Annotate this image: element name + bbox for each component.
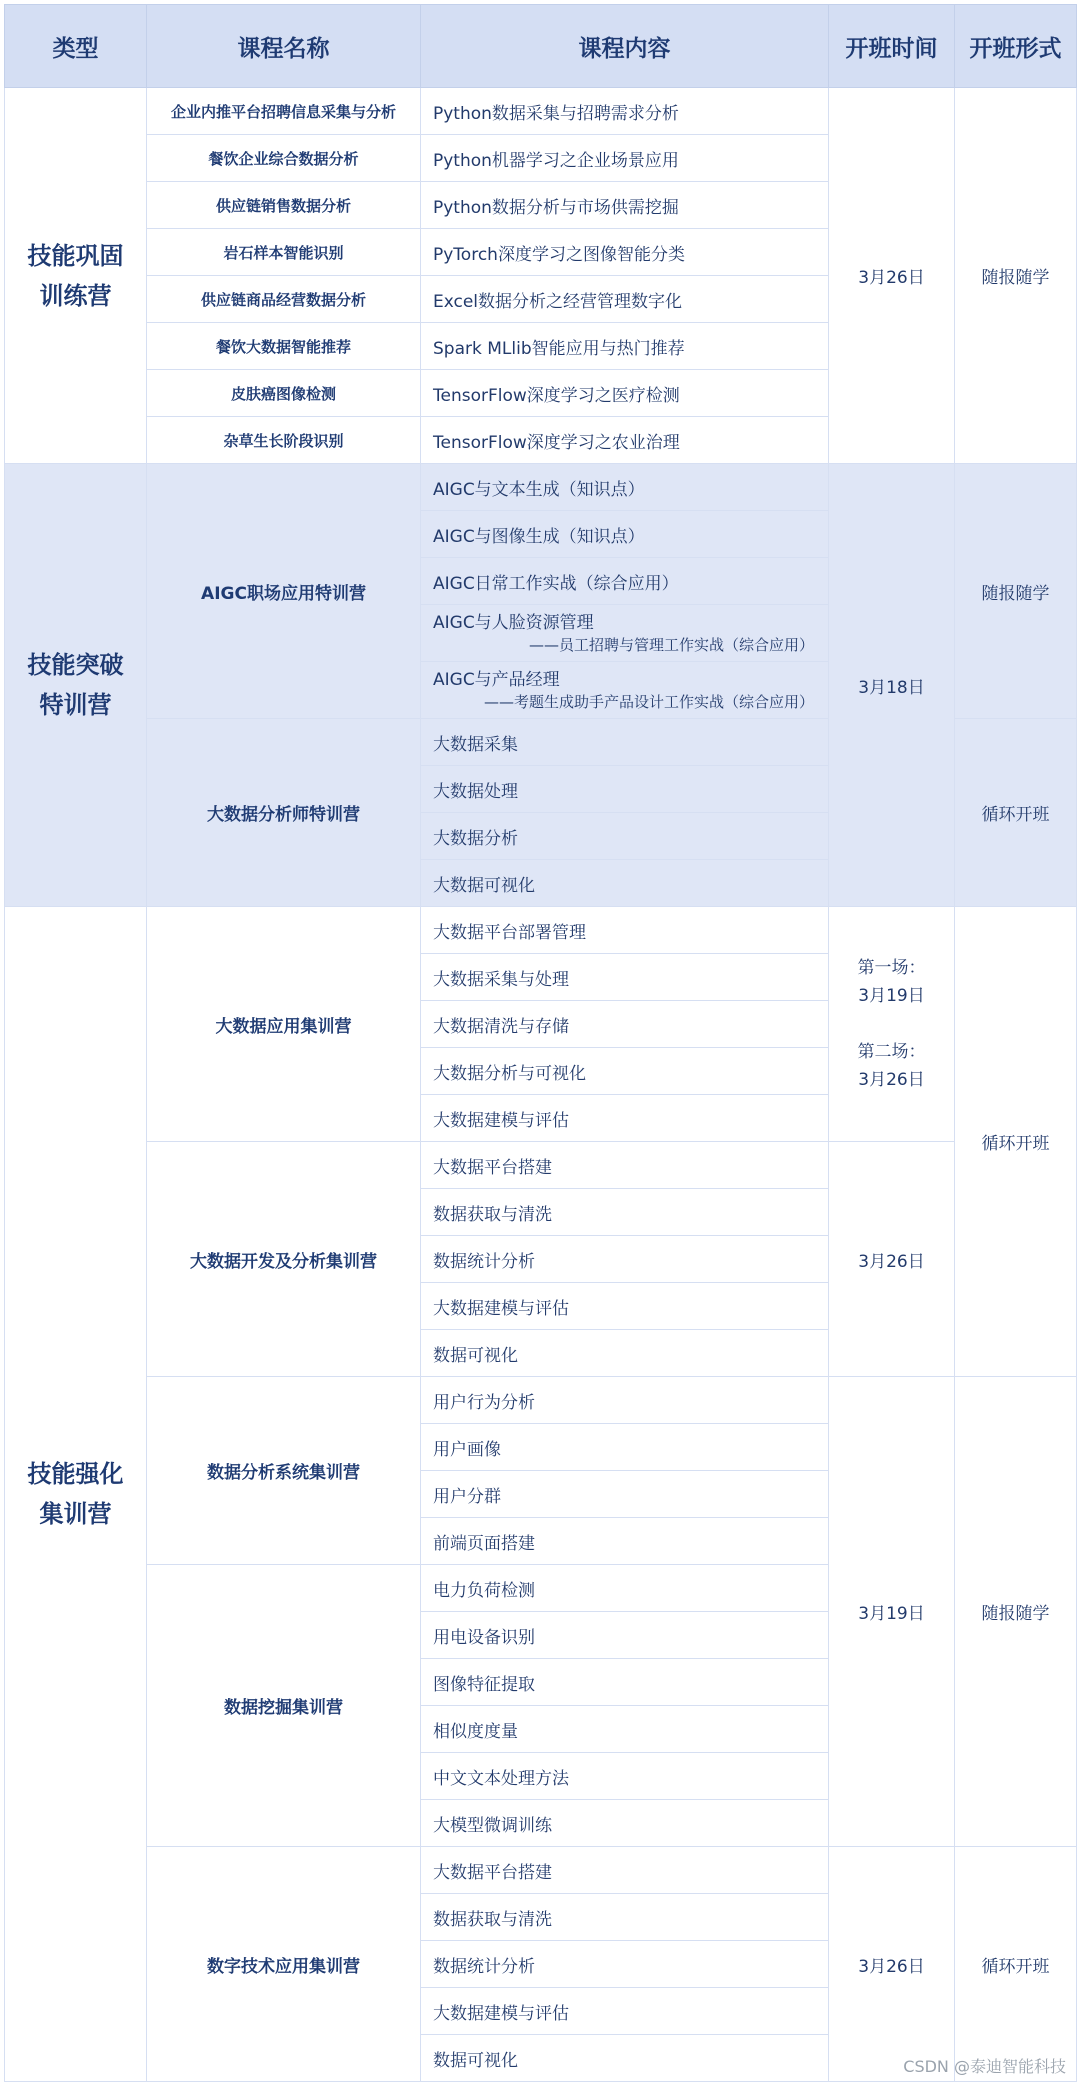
course-content: Excel数据分析之经营管理数字化 [421, 276, 829, 323]
course-content: 大模型微调训练 [421, 1800, 829, 1847]
class-format: 随报随学 [955, 464, 1077, 719]
header-start-time: 开班时间 [829, 5, 955, 88]
course-name: 大数据分析师特训营 [147, 719, 421, 907]
course-content: 中文文本处理方法 [421, 1753, 829, 1800]
course-content: 图像特征提取 [421, 1659, 829, 1706]
course-content: Python数据采集与招聘需求分析 [421, 88, 829, 135]
course-name: 数字技术应用集训营 [147, 1847, 421, 2082]
course-content: 前端页面搭建 [421, 1518, 829, 1565]
course-content: 数据可视化 [421, 2035, 829, 2082]
course-content: AIGC与图像生成（知识点） [421, 511, 829, 558]
course-content: AIGC与产品经理 ——考题生成助手产品设计工作实战（综合应用） [421, 662, 829, 719]
class-format: 循环开班 [955, 1847, 1077, 2082]
course-content: 用户行为分析 [421, 1377, 829, 1424]
course-content: 大数据分析与可视化 [421, 1048, 829, 1095]
course-content: AIGC与文本生成（知识点） [421, 464, 829, 511]
course-name: 餐饮企业综合数据分析 [147, 135, 421, 182]
course-content: 大数据建模与评估 [421, 1988, 829, 2035]
course-content: 数据统计分析 [421, 1941, 829, 1988]
table-row [5, 88, 1077, 135]
course-content: AIGC与人脸资源管理 ——员工招聘与管理工作实战（综合应用） [421, 605, 829, 662]
course-content: 大数据分析 [421, 813, 829, 860]
class-format: 随报随学 [955, 1377, 1077, 1847]
course-content: 数据统计分析 [421, 1236, 829, 1283]
course-content: TensorFlow深度学习之农业治理 [421, 417, 829, 464]
course-content: 用户画像 [421, 1424, 829, 1471]
header-format: 开班形式 [955, 5, 1077, 88]
course-name: 供应链销售数据分析 [147, 182, 421, 229]
header-course-content: 课程内容 [421, 5, 829, 88]
course-content: 数据获取与清洗 [421, 1189, 829, 1236]
table-row [5, 464, 1077, 511]
course-content: 大数据平台搭建 [421, 1142, 829, 1189]
course-content: 大数据平台部署管理 [421, 907, 829, 954]
course-content: 数据获取与清洗 [421, 1894, 829, 1941]
header-row [5, 5, 1077, 88]
course-name: 供应链商品经营数据分析 [147, 276, 421, 323]
course-name: 岩石样本智能识别 [147, 229, 421, 276]
start-time: 3月18日 [829, 464, 955, 907]
course-name: 数据分析系统集训营 [147, 1377, 421, 1565]
course-content: 大数据可视化 [421, 860, 829, 907]
course-content: 用户分群 [421, 1471, 829, 1518]
course-content: 大数据清洗与存储 [421, 1001, 829, 1048]
course-content: 大数据采集与处理 [421, 954, 829, 1001]
start-time: 3月19日 [829, 1377, 955, 1847]
class-format: 随报随学 [955, 88, 1077, 464]
course-content: 大数据处理 [421, 766, 829, 813]
course-content: 电力负荷检测 [421, 1565, 829, 1612]
start-time: 3月26日 [829, 1142, 955, 1377]
header-course-name: 课程名称 [147, 5, 421, 88]
course-name: AIGC职场应用特训营 [147, 464, 421, 719]
type-cell-skill-intensive: 技能强化 集训营 [5, 907, 147, 2082]
table-row [5, 907, 1077, 954]
course-content: AIGC日常工作实战（综合应用） [421, 558, 829, 605]
course-content: Python数据分析与市场供需挖掘 [421, 182, 829, 229]
course-content: 大数据平台搭建 [421, 1847, 829, 1894]
course-name: 企业内推平台招聘信息采集与分析 [147, 88, 421, 135]
course-name: 大数据开发及分析集训营 [147, 1142, 421, 1377]
table-row [5, 1142, 1077, 1189]
course-content: PyTorch深度学习之图像智能分类 [421, 229, 829, 276]
class-format: 循环开班 [955, 907, 1077, 1377]
header-type: 类型 [5, 5, 147, 88]
class-format: 循环开班 [955, 719, 1077, 907]
course-content: 大数据建模与评估 [421, 1095, 829, 1142]
course-content: TensorFlow深度学习之医疗检测 [421, 370, 829, 417]
table-row [5, 1847, 1077, 1894]
course-name: 餐饮大数据智能推荐 [147, 323, 421, 370]
start-time: 第一场： 3月19日 第二场： 3月26日 [829, 907, 955, 1142]
start-time: 3月26日 [829, 88, 955, 464]
watermark: CSDN @泰迪智能科技 [903, 2057, 1066, 2076]
course-name: 杂草生长阶段识别 [147, 417, 421, 464]
course-content: Spark MLlib智能应用与热门推荐 [421, 323, 829, 370]
course-schedule-table [4, 4, 1077, 2082]
course-content: 大数据建模与评估 [421, 1283, 829, 1330]
course-content: 数据可视化 [421, 1330, 829, 1377]
type-cell-skill-consolidation: 技能巩固 训练营 [5, 88, 147, 464]
course-name: 皮肤癌图像检测 [147, 370, 421, 417]
start-time: 3月26日 [829, 1847, 955, 2082]
course-content: 相似度度量 [421, 1706, 829, 1753]
table-row [5, 1377, 1077, 1424]
course-content: 大数据采集 [421, 719, 829, 766]
course-name: 数据挖掘集训营 [147, 1565, 421, 1847]
course-name: 大数据应用集训营 [147, 907, 421, 1142]
type-cell-skill-breakthrough: 技能突破 特训营 [5, 464, 147, 907]
course-content: Python机器学习之企业场景应用 [421, 135, 829, 182]
course-content: 用电设备识别 [421, 1612, 829, 1659]
